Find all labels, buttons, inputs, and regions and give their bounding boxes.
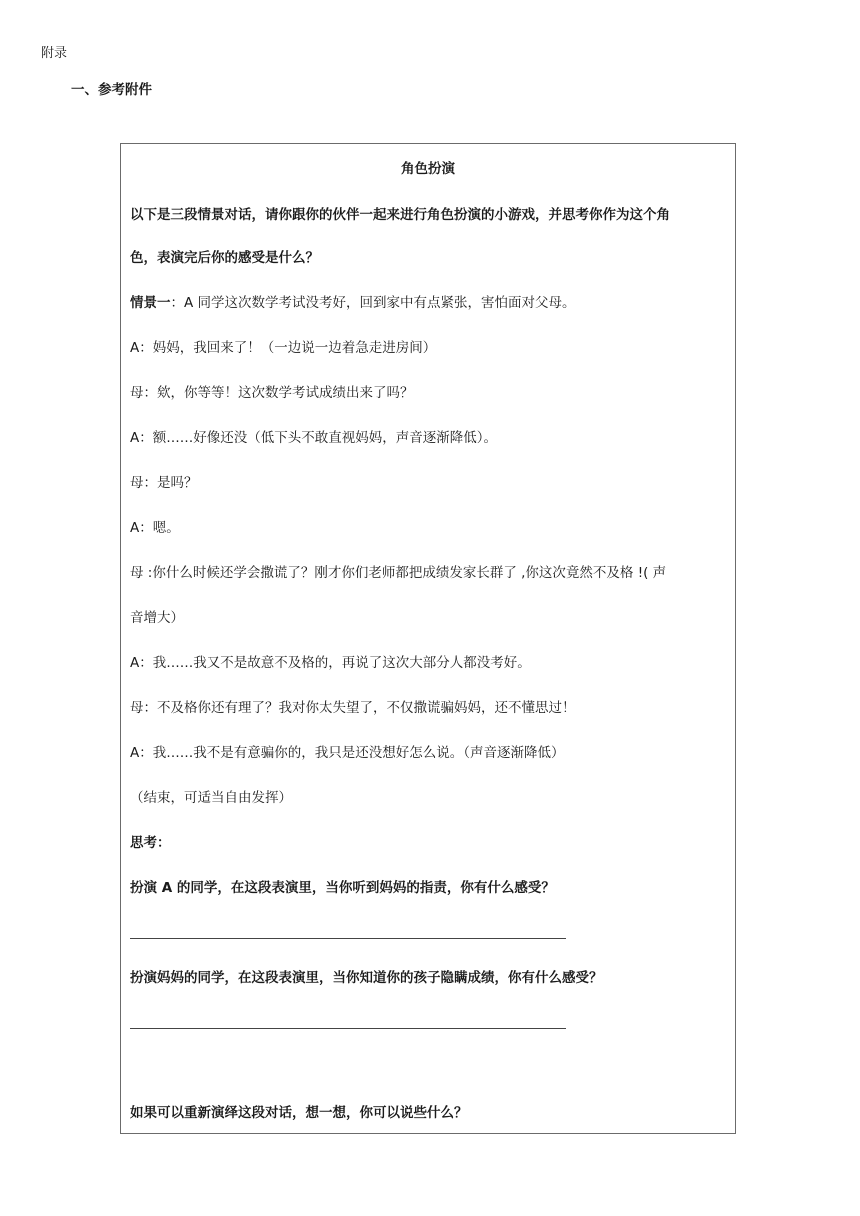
section-heading: 一、参考附件	[71, 82, 152, 98]
dialogue-line: 母：不及格你还有理了？我对你太失望了，不仅撒谎骗妈妈，还不懂思过！	[130, 700, 576, 716]
box-title: 角色扮演	[401, 161, 455, 177]
dialogue-note: （结束，可适当自由发挥）	[130, 790, 292, 806]
scene-label: 情景一	[130, 295, 171, 311]
dialogue-line: A：嗯。	[130, 520, 180, 536]
intro-line-1: 以下是三段情景对话，请你跟你的伙伴一起来进行角色扮演的小游戏，并思考你作为这个角	[130, 207, 670, 223]
dialogue-line: 母：欸，你等等！这次数学考试成绩出来了吗？	[130, 385, 414, 401]
dialogue-line: A：我……我不是有意骗你的，我只是还没想好怎么说。（声音逐渐降低）	[130, 745, 565, 761]
question-1: 扮演 A 的同学，在这段表演里，当你听到妈妈的指责，你有什么感受？	[130, 880, 555, 896]
dialogue-line: A：额……好像还没（低下头不敢直视妈妈，声音逐渐降低）。	[130, 430, 497, 446]
appendix-label: 附录	[41, 46, 68, 61]
dialogue-line: A：妈妈，我回来了！（一边说一边着急走进房间）	[130, 340, 437, 356]
role-play-box	[120, 143, 736, 1134]
scene-paragraph	[130, 293, 576, 313]
scene-description: ：A 同学这次数学考试没考好，回到家中有点紧张，害怕面对父母。	[170, 295, 576, 311]
dialogue-line: 母：是吗？	[130, 475, 198, 491]
answer-line-1[interactable]	[130, 938, 566, 939]
dialogue-line: 母 :你什么时候还学会撒谎了？刚才你们老师都把成绩发家长群了 ,你这次竟然不及格 !( 声	[130, 565, 667, 581]
question-2: 扮演妈妈的同学，在这段表演里，当你知道你的孩子隐瞒成绩，你有什么感受？	[130, 970, 603, 986]
question-3: 如果可以重新演绎这段对话，想一想，你可以说些什么？	[130, 1105, 468, 1121]
dialogue-line: A：我……我又不是故意不及格的，再说了这次大部分人都没考好。	[130, 655, 531, 671]
answer-line-2[interactable]	[130, 1028, 566, 1029]
intro-line-2: 色，表演完后你的感受是什么？	[130, 250, 319, 266]
dialogue-line: 音增大）	[130, 610, 184, 626]
think-label: 思考：	[130, 835, 171, 851]
